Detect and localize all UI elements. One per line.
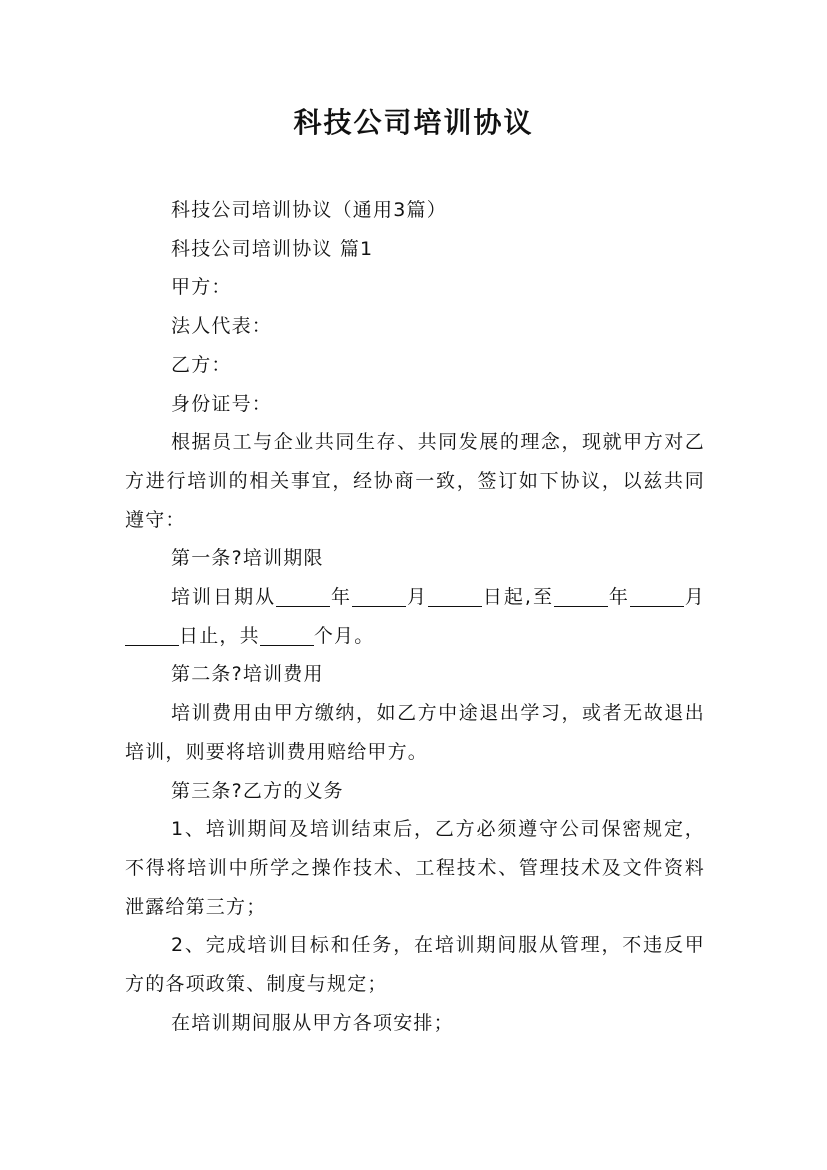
article-3-item-1: 1、培训期间及培训结束后，乙方必须遵守公司保密规定，不得将培训中所学之操作技术、工程技术、管理技术及文件资料泄露给第三方； bbox=[125, 818, 705, 918]
training-period-paragraph bbox=[125, 578, 705, 655]
end-day-label: 日止，共 bbox=[179, 624, 260, 647]
end-day-blank bbox=[125, 623, 179, 646]
start-month-blank bbox=[352, 584, 406, 607]
start-year-label: 年 bbox=[330, 586, 353, 609]
paragraph-subtitle: 科技公司培训协议（通用3篇） bbox=[171, 199, 447, 221]
start-year-blank bbox=[276, 584, 330, 607]
end-month-label: 月 bbox=[683, 586, 705, 609]
end-year-label: 年 bbox=[608, 586, 630, 609]
article-1-heading: 第一条?培训期限 bbox=[171, 547, 324, 570]
article-3-item-2: 2、完成培训目标和任务，在培训期间服从管理，不违反甲方的各项政策、制度与规定； bbox=[125, 934, 705, 996]
article-3-item-3: 在培训期间服从甲方各项安排； bbox=[171, 1011, 454, 1034]
legal-representative-label: 法人代表： bbox=[171, 315, 273, 338]
training-period-prefix: 培训日期从 bbox=[171, 586, 277, 609]
article-3-heading: 第三条?乙方的义务 bbox=[171, 779, 344, 802]
paragraph-section-heading: 科技公司培训协议 篇1 bbox=[171, 237, 374, 260]
start-day-blank bbox=[428, 584, 482, 607]
start-month-label: 月 bbox=[406, 586, 428, 609]
article-2-heading: 第二条?培训费用 bbox=[171, 663, 324, 686]
article-2-text: 培训费用由甲方缴纳，如乙方中途退出学习，或者无故退出培训，则要将培训费用赔给甲方。 bbox=[125, 702, 705, 763]
end-year-blank bbox=[554, 584, 608, 607]
end-month-blank bbox=[630, 584, 684, 607]
document-body bbox=[125, 191, 705, 1042]
party-b-label: 乙方： bbox=[171, 353, 232, 376]
total-months-label: 个月。 bbox=[313, 624, 375, 647]
total-months-blank bbox=[260, 623, 314, 646]
party-a-label: 甲方： bbox=[171, 276, 232, 299]
start-day-label: 日起,至 bbox=[482, 586, 555, 609]
document-title: 科技公司培训协议 bbox=[293, 106, 534, 139]
id-number-label: 身份证号： bbox=[171, 392, 273, 415]
paragraph-preamble: 根据员工与企业共同生存、共同发展的理念，现就甲方对乙方进行培训的相关事宜，经协商一致，签订如下协议，以兹共同遵守： bbox=[125, 431, 705, 531]
